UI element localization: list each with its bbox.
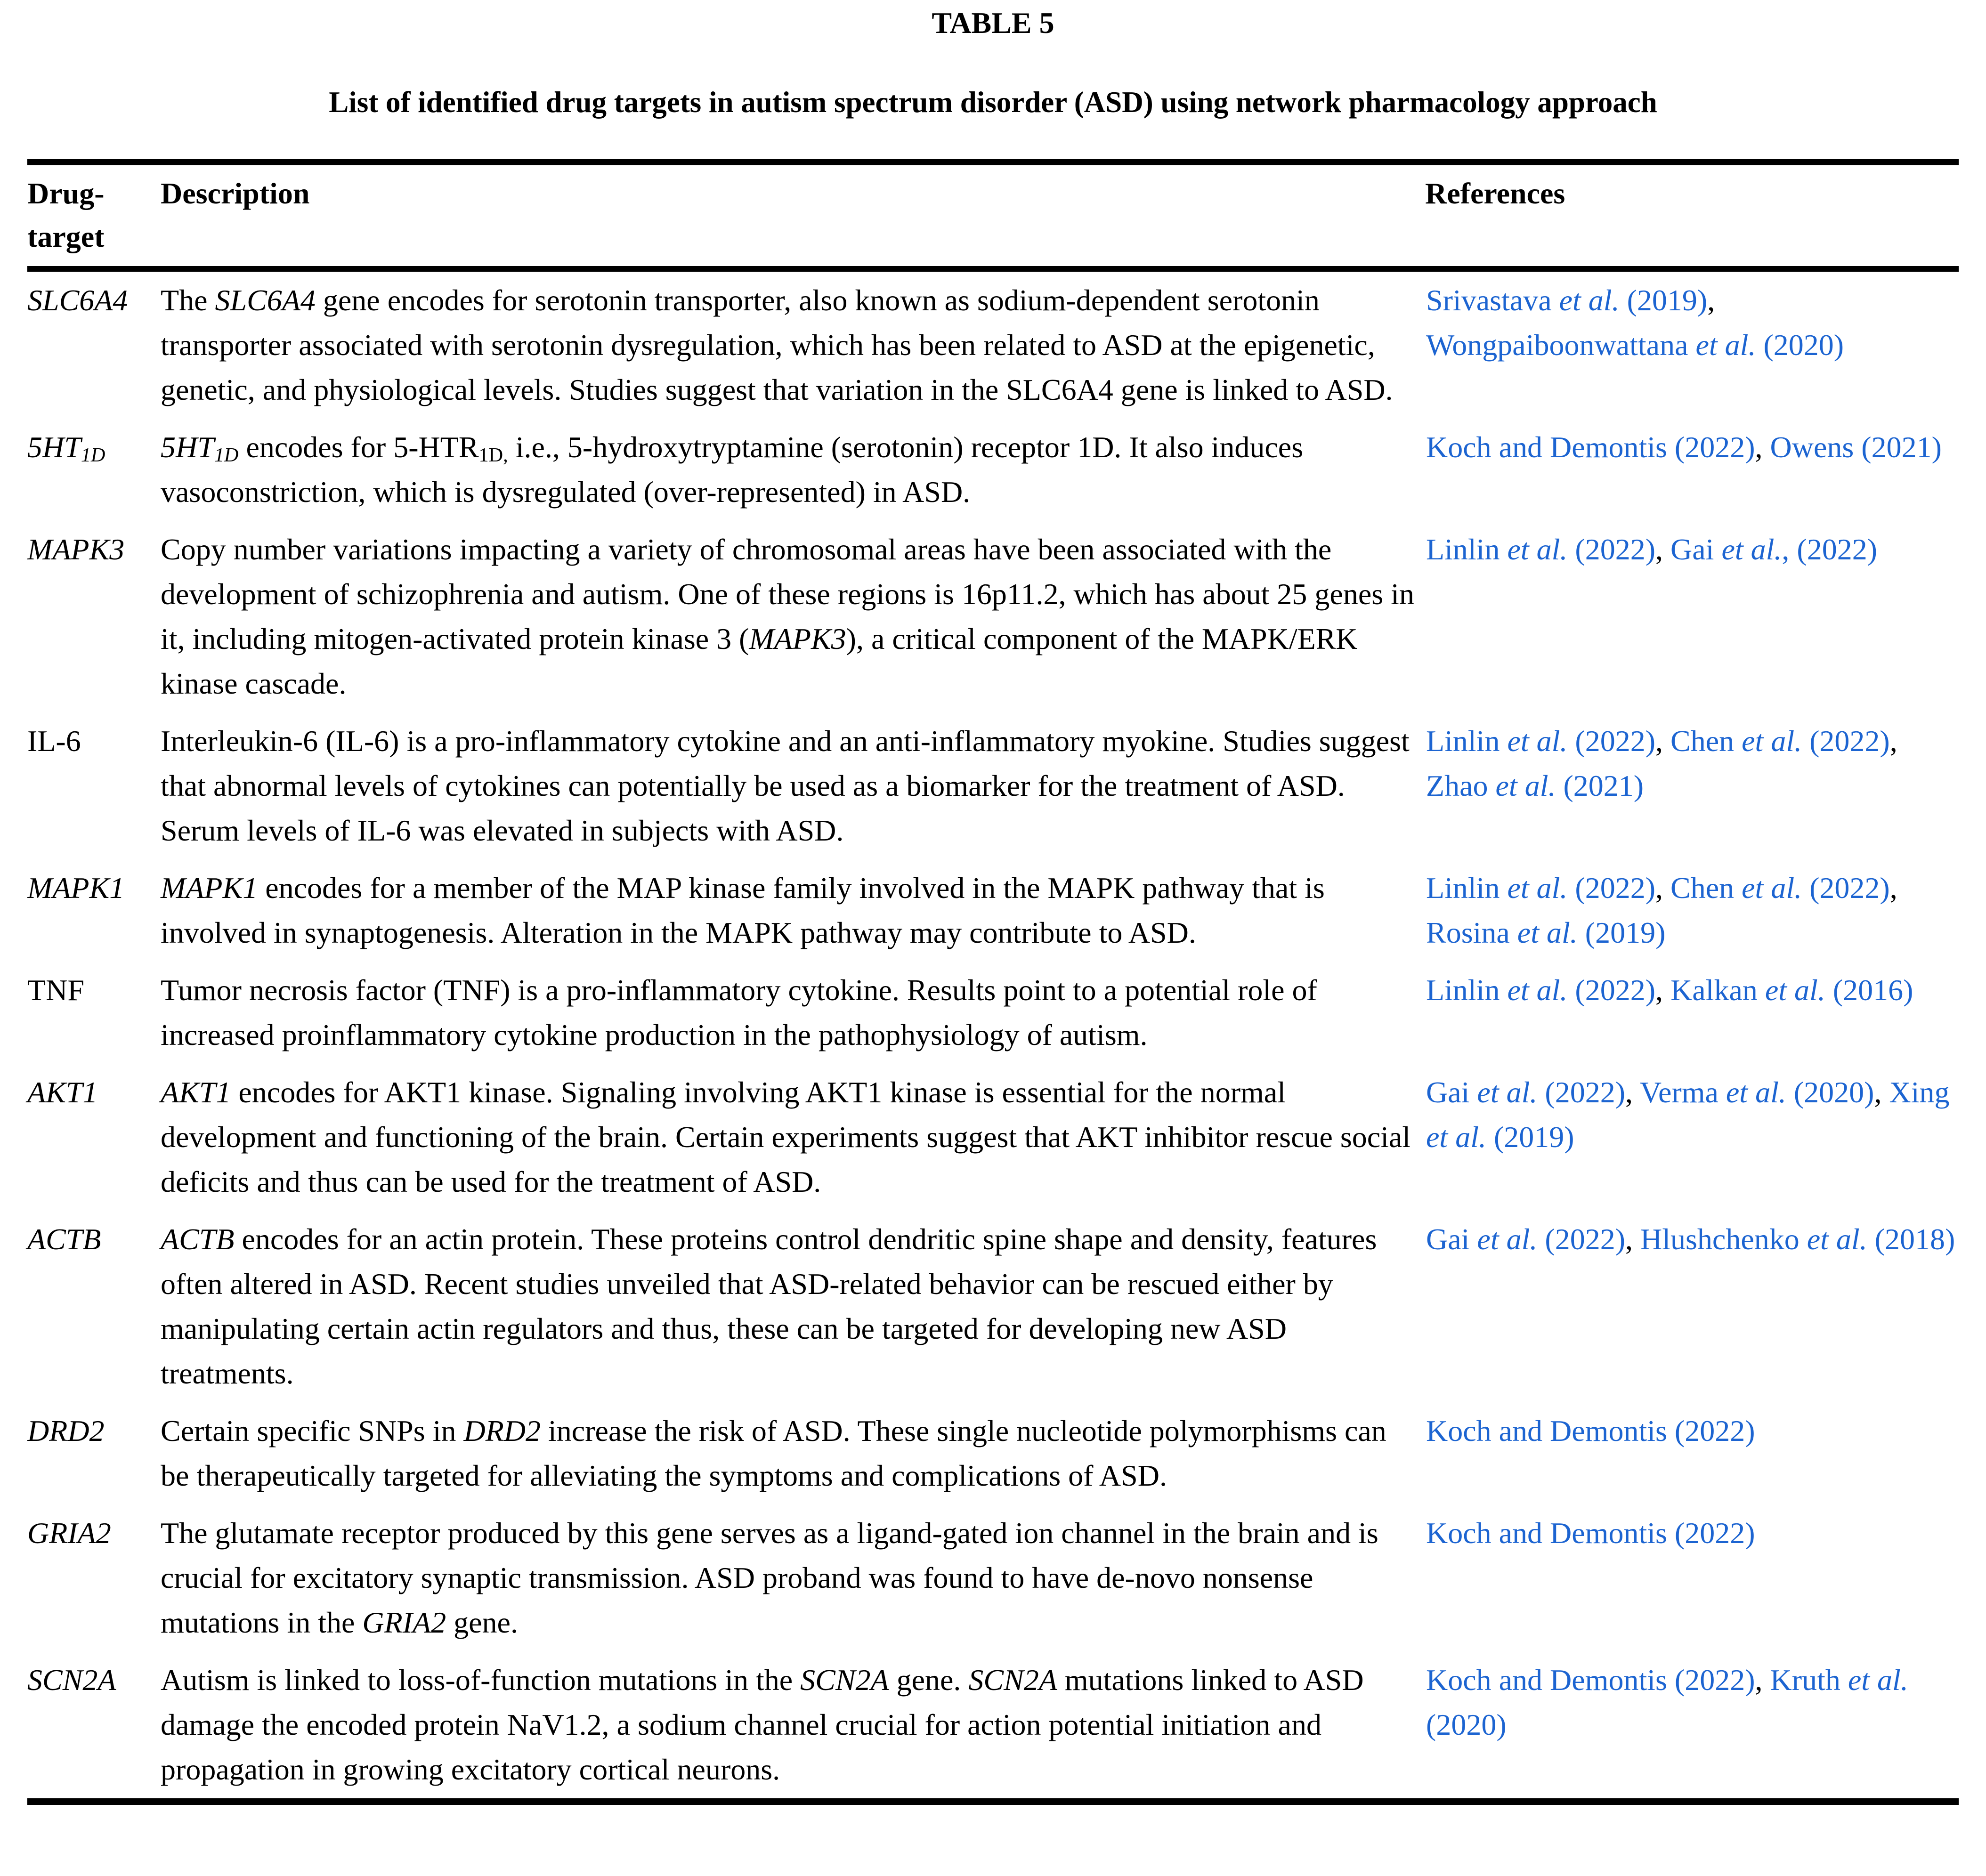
- references-cell: [1425, 859, 1959, 962]
- reference-separator: ,: [1755, 1663, 1770, 1697]
- references-cell: [1425, 1504, 1959, 1651]
- reference-link[interactable]: Koch and Demontis (2022): [1426, 1663, 1755, 1697]
- description-cell: The glutamate receptor produced by this gene serves as a ligand-gated ion channel in the brain and is crucial for excitatory synaptic transmission. ASD proband was found to have de-novo nonsense mutations in the GRIA2 gene.: [161, 1516, 1378, 1639]
- references-cell: [1425, 521, 1959, 712]
- reference-link[interactable]: Verma et al. (2020): [1639, 1075, 1874, 1109]
- reference-link[interactable]: Hlushchenko et al. (2018): [1640, 1222, 1955, 1256]
- reference-link[interactable]: Owens (2021): [1770, 430, 1942, 464]
- reference-link[interactable]: Kalkan et al. (2016): [1670, 973, 1913, 1007]
- table-header-row: [27, 162, 1959, 269]
- reference-link[interactable]: Chen et al. (2022): [1670, 871, 1890, 905]
- reference-separator: ,: [1655, 871, 1671, 905]
- description-cell: $5HT_{1D}$ encodes for $5-HTR_{1D,}$ i.e., 5-hydroxytryptamine (serotonin) receptor 1D. It also induces vasoconstriction, which is dysregulated (over-represented) in ASD.: [161, 430, 1304, 509]
- reference-link[interactable]: Wongpaiboonwattana et al. (2020): [1426, 328, 1844, 362]
- references-cell: [1425, 1211, 1959, 1402]
- reference-separator: ,: [1755, 430, 1770, 464]
- drug-target-cell: IL-6: [27, 724, 81, 758]
- reference-link[interactable]: Chen et al. (2022): [1670, 724, 1890, 758]
- drug-target-cell: DRD2: [27, 1414, 105, 1447]
- reference-separator: ,: [1625, 1075, 1640, 1109]
- drug-target-cell: GRIA2: [27, 1516, 111, 1550]
- table-title: List of identified drug targets in autism spectrum disorder (ASD) using network pharmacology approach: [329, 86, 1657, 119]
- reference-link[interactable]: Linlin et al. (2022): [1426, 871, 1656, 905]
- references-cell: [1425, 1064, 1959, 1211]
- reference-link[interactable]: Zhao et al. (2021): [1426, 769, 1644, 802]
- drug-target-cell: $5HT_{1D}$: [27, 430, 105, 467]
- references-cell: [1425, 712, 1959, 859]
- reference-link[interactable]: Linlin et al. (2022): [1426, 533, 1656, 566]
- header-drug-target: Drug-target: [27, 162, 161, 269]
- table-body: [27, 269, 1959, 1802]
- table-row: [27, 1402, 1959, 1504]
- reference-separator: ,: [1889, 871, 1897, 905]
- header-references: References: [1425, 162, 1959, 269]
- reference-link[interactable]: Koch and Demontis (2022): [1426, 1516, 1755, 1550]
- reference-link[interactable]: Linlin et al. (2022): [1426, 724, 1656, 758]
- table-row: [27, 521, 1959, 712]
- table-row: [27, 859, 1959, 962]
- description-cell: Autism is linked to loss-of-function mutations in the SCN2A gene. SCN2A mutations linked to ASD damage the encoded protein NaV1.2, a sodium channel crucial for action potential initiation and propagation in growing excitatory cortical neurons.: [161, 1663, 1364, 1786]
- reference-link[interactable]: Kruth et al. (2020): [1426, 1663, 1908, 1741]
- table-label: TABLE 5: [932, 6, 1054, 40]
- reference-separator: ,: [1655, 724, 1671, 758]
- references-cell: [1425, 1402, 1959, 1504]
- references-cell: [1425, 419, 1959, 521]
- drug-targets-table: [27, 159, 1959, 1805]
- table-row: [27, 962, 1959, 1064]
- references-cell: [1425, 269, 1959, 419]
- table-row: [27, 712, 1959, 859]
- drug-target-cell: AKT1: [27, 1075, 98, 1109]
- drug-target-cell: TNF: [27, 973, 84, 1007]
- reference-separator: ,: [1655, 973, 1671, 1007]
- description-cell: Interleukin-6 (IL-6) is a pro-inflammatory cytokine and an anti-inflammatory myokine. Studies suggest that abnormal levels of cytokines can potentially be used as a biomarker for the treatment of ASD. Serum levels of IL-6 was elevated in subjects with ASD.: [161, 724, 1410, 847]
- drug-target-cell: ACTB: [27, 1222, 101, 1256]
- reference-link[interactable]: Linlin et al. (2022): [1426, 973, 1656, 1007]
- reference-link[interactable]: Srivastava et al. (2019): [1426, 283, 1708, 317]
- header-description: Description: [161, 162, 1425, 269]
- reference-link[interactable]: Koch and Demontis (2022): [1426, 430, 1755, 464]
- description-cell: Tumor necrosis factor (TNF) is a pro-inflammatory cytokine. Results point to a potential role of increased proinflammatory cytokine production in the pathophysiology of autism.: [161, 973, 1317, 1051]
- description-cell: The SLC6A4 gene encodes for serotonin transporter, also known as sodium-dependent serotonin transporter associated with serotonin dysregulation, which has been related to ASD at the epigenetic, genetic, and physiological levels. Studies suggest that variation in the SLC6A4 gene is linked to ASD.: [161, 283, 1393, 406]
- table-row: [27, 269, 1959, 419]
- table-row: [27, 1504, 1959, 1651]
- reference-link[interactable]: Rosina et al. (2019): [1426, 916, 1666, 949]
- table-row: [27, 419, 1959, 521]
- description-cell: Copy number variations impacting a variety of chromosomal areas have been associated with the development of schizophrenia and autism. One of these regions is 16p11.2, which has about 25 genes in it, including mitogen-activated protein kinase 3 (MAPK3), a critical component of the MAPK/ERK kinase cascade.: [161, 533, 1414, 700]
- reference-separator: ,: [1707, 283, 1715, 317]
- description-cell: Certain specific SNPs in DRD2 increase the risk of ASD. These single nucleotide polymorphisms can be therapeutically targeted for alleviating the symptoms and complications of ASD.: [161, 1414, 1386, 1492]
- references-cell: [1425, 1651, 1959, 1802]
- table-row: [27, 1651, 1959, 1802]
- reference-separator: ,: [1889, 724, 1897, 758]
- reference-link[interactable]: Gai et al., (2022): [1670, 533, 1878, 566]
- reference-link[interactable]: Gai et al. (2022): [1426, 1075, 1625, 1109]
- reference-separator: ,: [1874, 1075, 1889, 1109]
- description-cell: MAPK1 encodes for a member of the MAP kinase family involved in the MAPK pathway that is involved in synaptogenesis. Alteration in the MAPK pathway may contribute to ASD.: [161, 871, 1325, 949]
- drug-target-cell: SLC6A4: [27, 283, 128, 317]
- reference-link[interactable]: Gai et al. (2022): [1426, 1222, 1625, 1256]
- table-row: [27, 1211, 1959, 1402]
- table-row: [27, 1064, 1959, 1211]
- drug-target-cell: MAPK1: [27, 871, 125, 905]
- reference-link[interactable]: Xing et al. (2019): [1426, 1075, 1950, 1154]
- reference-separator: ,: [1655, 533, 1671, 566]
- drug-target-cell: MAPK3: [27, 533, 125, 566]
- drug-target-cell: SCN2A: [27, 1663, 116, 1697]
- reference-link[interactable]: Koch and Demontis (2022): [1426, 1414, 1755, 1447]
- references-cell: [1425, 962, 1959, 1064]
- reference-separator: ,: [1625, 1222, 1640, 1256]
- description-cell: AKT1 encodes for AKT1 kinase. Signaling involving AKT1 kinase is essential for the normal development and functioning of the brain. Certain experiments suggest that AKT inhibitor rescue social deficits and thus can be used for the treatment of ASD.: [161, 1075, 1411, 1198]
- description-cell: ACTB encodes for an actin protein. These proteins control dendritic spine shape and density, features often altered in ASD. Recent studies unveiled that ASD-related behavior can be rescued either by manipulating certain actin regulators and thus, these can be targeted for developing new ASD treatments.: [161, 1222, 1377, 1390]
